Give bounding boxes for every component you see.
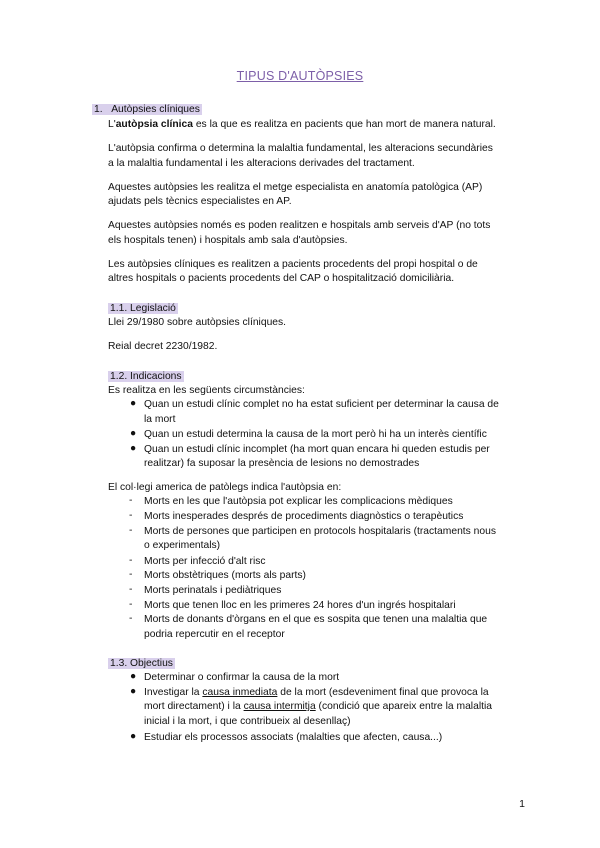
list-item: Morts inesperades després de procediments diagnòstics o terapèutics xyxy=(144,511,464,522)
bullet-icon: ● xyxy=(130,443,137,454)
dash-icon: - xyxy=(129,599,133,610)
intermediate-cause-term: causa intermitja xyxy=(243,701,316,712)
list-item: Morts en les que l'autòpsia pot explicar les complicacions mèdiques xyxy=(144,496,453,507)
bullet-icon: ● xyxy=(130,428,137,439)
page-number: 1 xyxy=(519,798,525,810)
list-item: Morts de donants d'òrgans en el que es sospita que tenen una malaltia que xyxy=(144,614,488,625)
section-1-number: 1. xyxy=(94,104,103,115)
acp-intro: El col·legi america de patòlegs indica l'autòpsia en: xyxy=(108,482,342,493)
section-1-3-heading: 1.3. Objectius xyxy=(110,658,173,669)
legislation-law: Llei 29/1980 sobre autòpsies clíniques. xyxy=(108,317,287,328)
list-item: podria repercutir en el receptor xyxy=(144,629,285,640)
list-item: Investigar la causa inmediata de la mort (esdeveniment final que provoca la xyxy=(144,687,489,698)
list-item: o experimentals) xyxy=(144,540,221,551)
dash-icon: - xyxy=(129,569,133,580)
page-title: TIPUS D'AUTÒPSIES xyxy=(236,69,364,83)
list-item: Estudiar els processos associats (malalties que afecten, causa...) xyxy=(144,732,443,743)
legislation-decree: Reial decret 2230/1982. xyxy=(108,341,218,352)
paragraph-line: ajudats pels tècnics especialistes en AP. xyxy=(108,196,292,207)
list-item: Morts obstètriques (morts als parts) xyxy=(144,570,306,581)
list-item: la mort xyxy=(144,414,176,425)
indications-intro: Es realitza en les següents circumstàncies: xyxy=(108,385,305,396)
list-item: Morts perinatals i pediàtriques xyxy=(144,585,282,596)
dash-icon: - xyxy=(129,510,133,521)
definition-prefix: L' xyxy=(108,119,116,130)
bullet-icon: ● xyxy=(130,731,137,742)
list-item: Morts que tenen lloc en les primeres 24 hores d'un ingrés hospitalari xyxy=(144,600,456,611)
list-item: Quan un estudi clínic incomplet (ha mort quan encara hi queden estudis per xyxy=(144,444,490,455)
bullet-icon: ● xyxy=(130,686,137,697)
definition-paragraph xyxy=(108,118,496,132)
section-1-2-heading: 1.2. Indicacions xyxy=(110,371,182,382)
immediate-cause-term: causa inmediata xyxy=(202,687,278,698)
list-item: inicial i la mort, i que contribueix al desenllaç) xyxy=(144,716,351,727)
bullet-icon: ● xyxy=(130,671,137,682)
dash-icon: - xyxy=(129,613,133,624)
list-item: Quan un estudi determina la causa de la mort però hi ha un interès científic xyxy=(144,429,487,440)
list-item: mort directament) i la causa intermitja (condició que apareix entre la malaltia xyxy=(144,701,492,712)
paragraph-line: altres hospitals o pacients procedents del CAP o hospitalització domiciliària. xyxy=(108,273,455,284)
section-1-1-heading: 1.1. Legislació xyxy=(110,303,176,314)
dash-icon: - xyxy=(129,584,133,595)
list-item: Quan un estudi clínic complet no ha estat suficient per determinar la causa de xyxy=(144,399,499,410)
list-item: Morts de persones que participen en protocols hospitalaris (tractaments nous xyxy=(144,526,496,537)
section-1-heading xyxy=(92,103,202,117)
list-item: realitzar) fa suposar la presència de lesions no demostrades xyxy=(144,458,420,469)
dash-icon: - xyxy=(129,555,133,566)
paragraph-line: els hospitals tenen) i hospitals amb sala d'autòpsies. xyxy=(108,235,348,246)
list-item: Morts per infecció d'alt risc xyxy=(144,556,266,567)
paragraph-line: a la malaltia fundamental i les alteracions derivades del tractament. xyxy=(108,158,415,169)
bullet-icon: ● xyxy=(130,398,137,409)
dash-icon: - xyxy=(129,525,133,536)
list-item: Determinar o confirmar la causa de la mort xyxy=(144,672,340,683)
definition-term: autòpsia clínica xyxy=(115,119,193,130)
paragraph-line: Aquestes autòpsies només es poden realitzen e hospitals amb serveis d'AP (no tots xyxy=(108,220,491,231)
definition-text: es la que es realitza en pacients que han mort de manera natural. xyxy=(192,119,496,130)
paragraph-line: Les autòpsies clíniques es realitzen a pacients procedents del propi hospital o de xyxy=(108,259,478,270)
paragraph-line: L'autòpsia confirma o determina la malaltia fundamental, les alteracions secundàries xyxy=(108,143,493,154)
dash-icon: - xyxy=(129,495,133,506)
section-1-title: Autòpsies clíniques xyxy=(111,104,200,115)
paragraph-line: Aquestes autòpsies les realitza el metge especialista en anatomía patològica (AP) xyxy=(108,182,483,193)
